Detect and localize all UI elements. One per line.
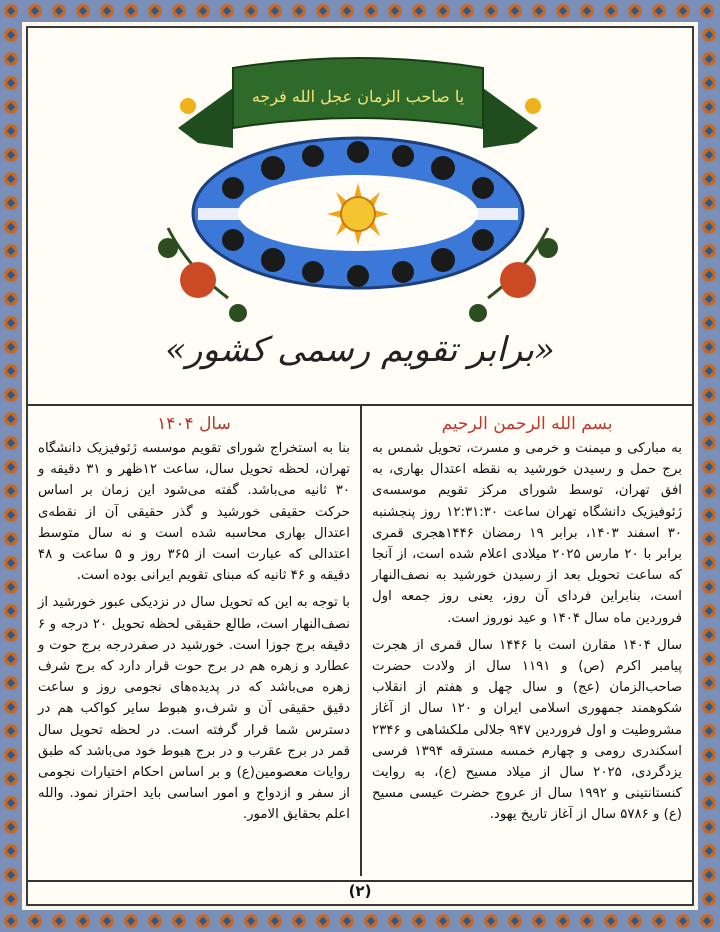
text-columns <box>28 404 692 876</box>
left-column-paragraph: با توجه به این که تحویل سال در نزدیکی عبور خورشید از نصف‌النهار است، طالع حقیقی لحظه تحویل ۲۰ درجه و ۶ دقیقه برج جوزا است. خورشید در صفردرجه برج حوت و عطارد و زهره هم در برج حوت قرار دارد که برج شرف زهره می‌باشد که در پدیده‌های نجومی روز و ساعت دقیق حقیقی آن و شرف،و هبوط سایر کواکب هم در دسترس شما قرار گرفته است. در لحظه تحویل سال قمر در برج عقرب و در برج هبوط خود می‌باشد که طبق روایات معصومین(ع) و بر اساس احکام اختیارات نجومی از سفر و ازدواج و امور اساسی باید احتراز نمود. والله اعلم بحقایق الامور. <box>38 595 350 823</box>
right-column <box>360 406 692 876</box>
left-column <box>28 406 360 876</box>
banner-text: يا صاحب الزمان عجل الله فرجه <box>251 87 465 106</box>
flower-left-icon <box>180 98 196 114</box>
page-title: «برابر تقویم رسمی کشور» <box>165 330 555 370</box>
zodiac-header-illustration <box>28 28 692 358</box>
flower-right-icon <box>525 98 541 114</box>
left-column-paragraph: بنا به استخراج شورای تقویم موسسه ژئوفیزیک دانشگاه تهران، لحظه تحویل سال، ساعت ۱۲ظهر و ۳۱ دقیقه و ۳۰ ثانیه می‌باشد. گفته می‌شود این زمان بر اساس حرکت حقیقی خورشید و گذر حقیقی آن از نقطه‌ی اعتدال بهاری محاسبه شده است و نه سال متوسط اعتدالی که عبارت است از ۳۶۵ روز و ۵ ساعت و ۴۸ دقیقه و ۴۶ ثانیه که مبنای تقویم ایرانی بوده است. <box>38 441 350 584</box>
calendar-page <box>26 26 694 906</box>
left-column-heading: سال ۱۴۰۴ <box>157 414 231 434</box>
sun-icon <box>327 183 389 245</box>
ribbon-banner <box>178 58 538 148</box>
right-column-paragraph: سال ۱۴۰۴ مقارن است با ۱۴۴۶ سال قمری از هجرت پیامبر اکرم (ص) و ۱۱۹۱ سال از ولادت حضرت صاحب‌الزمان (عج) و سال چهل و هفتم از انقلاب شکوهمند جمهوری اسلامی ایران و ۱۲۰ سال از آغاز مشروطیت و اول فروردین ۹۴۷ جلالی ملکشاهی و ۲۳۴۶ اسکندری رومی و چهارم خمسه مسترقه ۱۳۹۴ فرسی یزدگردی، ۲۰۲۵ سال از میلاد مسیح (ع)، به روایت کنستانتینی و ۱۹۹۲ سال از عروج حضرت عیسی مسیح (ع) و ۵۷۸۶ سال از آغاز تاریخ یهود. <box>372 637 683 823</box>
page-number: (۲) <box>348 882 372 900</box>
right-column-heading: بسم الله الرحمن الرحیم <box>441 414 613 434</box>
right-column-paragraph: به مبارکی و میمنت و خرمی و مسرت، تحویل شمس به برج حمل و رسیدن خورشید به نقطه اعتدال بهاری، به افق تهران، توسط شورای مرکز تقویم موسسه‌ی ژئوفیزیک دانشگاه تهران ساعت ۱۲:۳۱:۳۰ روز پنجشنبه ۳۰ اسفند ۱۴۰۳، برابر ۱۹ رمضان ۱۴۴۶هجری قمری برابر با ۲۰ مارس ۲۰۲۵ میلادی اعلام شده است، از آنجا که ساعت تحویل بعد از رسیدن خورشید به نصف‌النهار است، بنابراین فردای آن روز، یعنی روز جمعه اول فروردین ماه سال ۱۴۰۴ و عید نوروز است. <box>372 441 682 626</box>
